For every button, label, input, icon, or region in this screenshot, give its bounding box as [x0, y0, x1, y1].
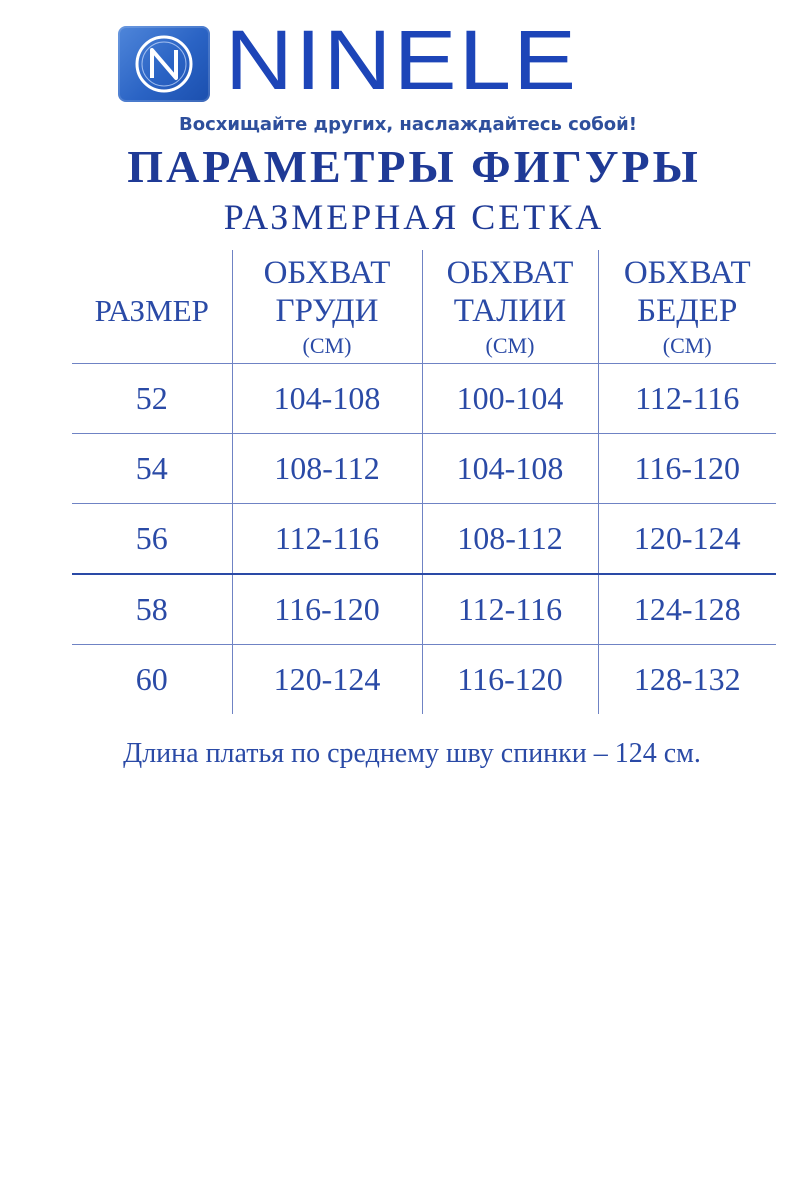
header-hips-line-1: ОБХВАТ: [623, 254, 751, 291]
cell-waist: 112-116: [422, 574, 598, 645]
table-row: [72, 504, 776, 575]
brand-name: NINELE: [225, 13, 579, 107]
cell-size: 54: [72, 434, 232, 504]
cell-size: 58: [72, 574, 232, 645]
cell-size: 60: [135, 661, 168, 697]
header-size: [72, 250, 232, 364]
cell-bust: 108-112: [232, 434, 422, 504]
cell-waist: 108-112: [422, 504, 598, 575]
cell-size: 56: [72, 504, 232, 575]
table-row: [72, 434, 776, 504]
brand-tagline: Восхищайте других, наслаждайтесь собой!: [179, 114, 637, 135]
cell-bust: 116-120: [232, 574, 422, 645]
header-hips-line-2: БЕДЕР: [637, 292, 738, 329]
cell-hips: 120-124: [598, 504, 776, 575]
cell-hips: 112-116: [598, 364, 776, 434]
header-waist-line-2: ТАЛИИ: [453, 292, 567, 329]
cell-hips: 116-120: [598, 434, 776, 504]
size-chart-table: [72, 250, 776, 714]
table-row: [72, 645, 776, 715]
ninele-monogram-logo-icon: [118, 26, 210, 102]
table-header-row: [72, 250, 776, 364]
cell-hips: 128-132: [598, 645, 776, 715]
monogram-svg: [118, 26, 210, 102]
table-row: [72, 574, 776, 645]
header-bust: [232, 250, 422, 364]
cell-size: 52: [72, 364, 232, 434]
cell-bust: 120-124: [232, 645, 422, 715]
header-bust-line-2: ГРУДИ: [275, 292, 379, 329]
cell-waist: 116-120: [422, 645, 598, 715]
header-hips-unit: (СМ): [662, 332, 712, 358]
cell-bust: 112-116: [232, 504, 422, 575]
header-size-label: РАЗМЕР: [94, 292, 209, 328]
cell-hips: 124-128: [598, 574, 776, 645]
header-bust-line-1: ОБХВАТ: [263, 254, 391, 291]
page-subtitle: РАЗМЕРНАЯ СЕТКА: [223, 197, 605, 237]
header-waist: [422, 250, 598, 364]
cell-bust: 104-108: [232, 364, 422, 434]
header-waist-line-1: ОБХВАТ: [446, 254, 574, 291]
header-waist-unit: (СМ): [485, 332, 535, 358]
header-bust-unit: (СМ): [302, 332, 352, 358]
table-row: [72, 364, 776, 434]
header-hips: [598, 250, 776, 364]
logo-header: [0, 13, 800, 110]
cell-waist: 104-108: [422, 434, 598, 504]
dress-length-note: Длина платья по среднему шву спинки – 124 см.: [123, 738, 701, 769]
cell-waist: 100-104: [422, 364, 598, 434]
page-title: ПАРАМЕТРЫ ФИГУРЫ: [127, 141, 701, 192]
